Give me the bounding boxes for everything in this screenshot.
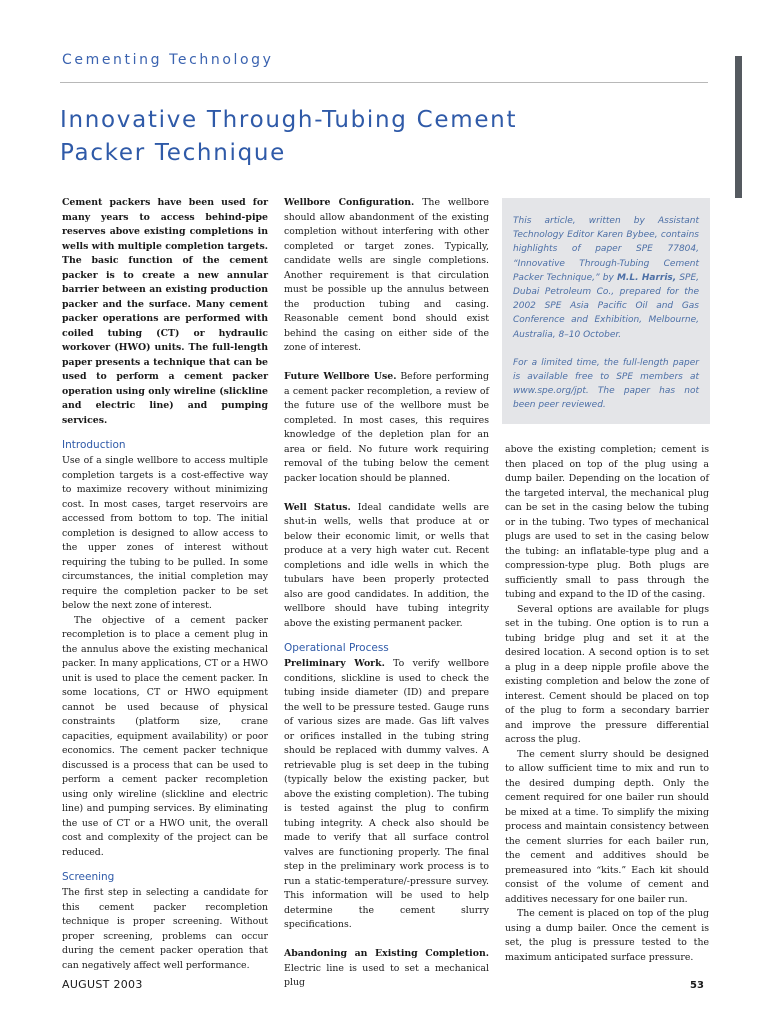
paragraph-gap: [284, 356, 489, 371]
wellbore-configuration-text: The wellbore should allow abandonment of the existing completion without interfering with other completed or target zones. Typically, candidate wells are single completions. Another requirement is that circulation must be possible up the annulus between the production tubing and casing. Reasonable cement bond should exist behind the casing on either side of the zone of interest.: [284, 197, 489, 353]
column3-paragraph-1: above the existing completion; cement is then placed on top of the plug using a dump bailer. Depending on the location of the targeted interval, the mechanical plug can be set in the casing below the tubing or in the tubing. Two types of mechanical plugs are used to set in the casing below the tubing: an inflatable-type plug and a compression-type plug. Both plugs are sufficiently small to pass through the tubing and expand to the ID of the casing.: [505, 444, 709, 600]
sidebox-paragraph-1: [513, 214, 699, 342]
well-status-runin: Well Status.: [284, 501, 351, 513]
column-2: [284, 196, 489, 991]
introduction-paragraph-2: The objective of a cement packer recompletion is to place a cement plug in the annulus above the existing mechanical packer. In many applications, CT or a HWO unit is used to place the cement packer. In some locations, CT or HWO equipment cannot be used because of physical constraints (platform size, crane capacities, equipment availability) or poor economics. The cement packer technique discussed is a process that can be used to perform a cement packer recompletion using only wireline (slickline and electric line) and pumping services. By eliminating the use of CT or a HWO unit, the overall cost and complexity of the project can be reduced.: [62, 614, 268, 858]
well-status-paragraph: [284, 501, 489, 632]
sidebox-conference-text: SPE, Dubai Petroleum Co., prepared for the 2002 SPE Asia Pacific Oil and Gas Conference and Exhibition, Melbourne, Australia, 8–10 October.: [513, 272, 699, 340]
abandoning-completion-text: Electric line is used to set a mechanical plug: [284, 962, 489, 988]
future-wellbore-use-runin: Future Wellbore Use.: [284, 371, 397, 382]
column-1: [62, 196, 268, 973]
screening-heading: Screening: [62, 871, 115, 883]
column3-paragraph-3: The cement slurry should be designed to allow sufficient time to mix and run to the desired dumping depth. Only the cement required for one bailer run should be mixed at a time. To simplify the mixing process and maintain consistency between the cement slurries for each bailer run, the cement and additives should be premeasured into “kits.” Each kit should consist of the volume of cement and additives necessary for one bailer run.: [505, 748, 709, 905]
article-title-line2: Packer Technique: [60, 140, 287, 166]
summary-sidebox: [502, 198, 710, 424]
abandoning-completion-paragraph: [284, 947, 489, 991]
wellbore-configuration-paragraph: [284, 196, 489, 356]
wellbore-configuration-runin: Wellbore Configuration.: [284, 197, 415, 208]
preliminary-work-paragraph: [284, 657, 489, 933]
column-3: [505, 443, 709, 965]
well-status-text: Ideal candidate wells are shut-in wells, wells that produce at or below their economic limit, or wells that produce at a very high water cut. Recent completions and idle wells in which the tubulars have been properly protected also are good candidates. In addition, the wellbore should have tubing integrity above the existing permanent packer.: [284, 501, 489, 629]
column3-paragraph-2: Several options are available for plugs set in the tubing. One option is to run a tubing bridge plug and set it at the desired location. A second option is to set a plug in a deep nipple profile above the existing completion and below the zone of interest. Cement should be placed on top of the plug to form a secondary barrier and improve the pressure differential across the plug.: [505, 603, 709, 745]
paragraph-gap: [284, 486, 489, 501]
article-title: [60, 104, 517, 170]
operational-process-heading: Operational Process: [284, 642, 389, 654]
section-title: Cementing Technology: [62, 52, 274, 68]
column3-paragraph-4: The cement is placed on top of the plug using a dump bailer. Once the cement is set, the plug is pressure tested to the maximum anticipated surface pressure.: [505, 908, 709, 963]
preliminary-work-text: To verify wellbore conditions, slickline is used to check the tubing inside diameter (ID) and prepare the well to be pressure tested. Gauge runs of various sizes are made. Gas lift valves or orifices installed in the tubing string should be replaced with dummy valves. A retrievable plug is set deep in the tubing (typically below the existing packer, but above the existing completion). The tubing is tested against the plug to confirm tubing integrity. A check also should be made to verify that all surface control valves are functioning properly. The final step in the preliminary work process is to run a static-temperature/-pressure survey. This information will be used to help determine the cement slurry specifications.: [284, 658, 489, 930]
abstract-paragraph: Cement packers have been used for many years to access behind-pipe reserves above existing completions in wells with multiple completion targets. The basic function of the cement packer is to create a new annular barrier between an existing production packer and the surface. Many cement packer operations are performed with coiled tubing (CT) or hydraulic workover (HWO) units. The full-length paper presents a technique that can be used to perform a cement packer operation using only wireline (slickline and electric line) and pumping services.: [62, 197, 268, 426]
sidebox-credit-text: This article, written by Assistant Technology Editor Karen Bybee, contains highlights of paper SPE 77804, “Innovative Through-Tubing Cement Packer Technique,” by: [513, 216, 699, 283]
preliminary-work-runin: Preliminary Work.: [284, 658, 385, 669]
paragraph-gap: [284, 933, 489, 948]
introduction-paragraph-1: Use of a single wellbore to access multiple completion targets is a cost-effective way to maximize recovery without minimizing cost. In most cases, target reservoirs are accessed from bottom to top. The initial completion is designed to allow access to the upper zones of interest without requiring the tubing to be pulled. In some circumstances, the initial completion may require the completion packer to be set below the next zone of interest.: [62, 455, 268, 611]
abandoning-completion-runin: Abandoning an Existing Completion.: [284, 948, 489, 959]
side-tab-bar: [735, 56, 742, 198]
article-title-line1: Innovative Through-Tubing Cement: [60, 107, 518, 133]
future-wellbore-use-text: Before performing a cement packer recompletion, a review of the future use of the wellbore must be completed. In most cases, this requires knowledge of the depletion plan for an area or field. No future work requiring removal of the tubing below the cement packer location should be planned.: [284, 371, 489, 484]
issue-date: AUGUST 2003: [62, 978, 143, 991]
future-wellbore-use-paragraph: [284, 370, 489, 486]
introduction-heading: Introduction: [62, 439, 126, 451]
header-rule: [60, 82, 708, 83]
sidebox-paragraph-2: For a limited time, the full-length paper is available free to SPE members at www.spe.org/jpt. The paper has not been peer reviewed.: [513, 357, 699, 411]
sidebox-authors: M.L. Harris,: [616, 272, 677, 283]
page-number: 53: [690, 980, 704, 991]
screening-paragraph: The first step in selecting a candidate for this cement packer recompletion technique is proper screening. Without proper screening, problems can occur during the cement packer operation that can negatively affect well performance.: [62, 887, 268, 971]
